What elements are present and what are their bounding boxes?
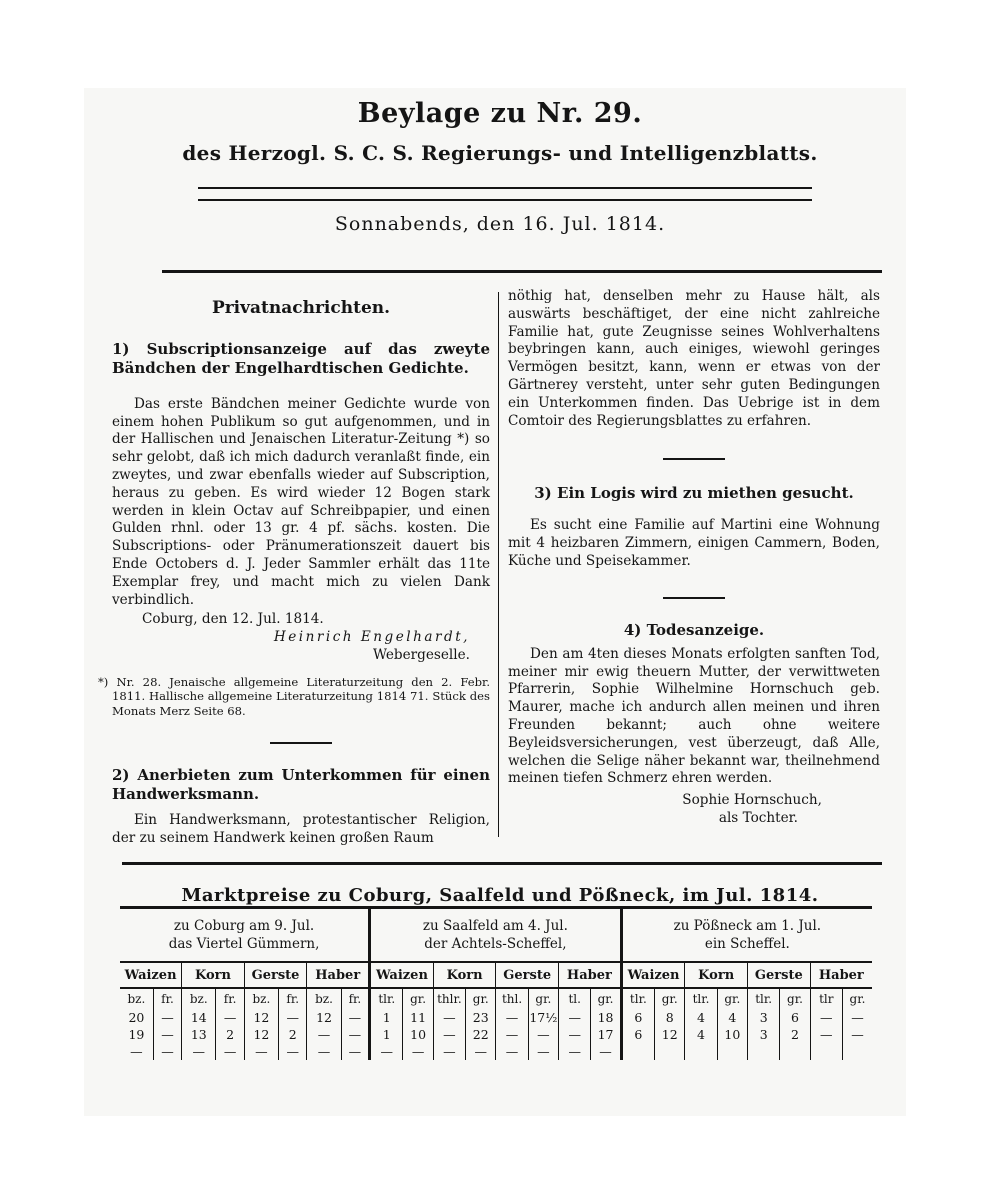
price-cell: 17½ <box>529 1010 558 1025</box>
item-divider <box>663 597 725 599</box>
item-4-body: Den am 4ten dieses Monats erfolgten sanften Tod, meiner mir ewig theuern Mutter, der verwittweten Pfarrerin, Sophie Wilhelmine Hornschuch geb. Maurer, mache ich andurch allen meinen und ihren Freunden bekannt; auch ohne weitere Beyleidsversicherungen, vest überzeugt, daß Alle, welchen die Selige näher bekannt war, theilnehmend meinen tiefen Schmerz ehren werden. <box>508 645 880 787</box>
price-cell: 20 <box>128 1010 145 1025</box>
currency-header-row <box>120 988 872 1009</box>
price-cell: — <box>153 1009 181 1026</box>
price-cell: 6 <box>780 1009 810 1026</box>
currency-header: bz. <box>182 988 216 1009</box>
price-cell <box>621 1043 654 1060</box>
price-cell: — <box>496 1026 528 1043</box>
price-cell: 3 <box>748 1009 780 1026</box>
column-divider <box>498 292 499 837</box>
price-cell: — <box>842 1009 872 1026</box>
grain-header: Haber <box>307 962 370 988</box>
section-title: Privatnachrichten. <box>211 298 391 318</box>
price-cell: — <box>591 1043 621 1060</box>
grain-header: Haber <box>810 962 872 988</box>
currency-header: tlr <box>810 988 842 1009</box>
price-cell: 2 <box>279 1026 307 1043</box>
group-measure: ein Scheffel. <box>704 936 790 952</box>
header-rule-top <box>198 187 812 189</box>
price-cell: — <box>528 1026 558 1043</box>
grain-header: Waizen <box>370 962 434 988</box>
price-cell: — <box>403 1043 433 1060</box>
price-row <box>120 1026 872 1043</box>
price-row <box>120 1043 872 1060</box>
price-cell: 1 <box>370 1026 403 1043</box>
market-group-row <box>120 908 872 963</box>
item-4-signature <box>508 792 880 828</box>
group-date: zu Coburg am 9. Jul. <box>173 918 315 934</box>
price-cell: — <box>466 1043 496 1060</box>
price-cell: — <box>216 1043 244 1060</box>
market-prices-table <box>120 906 872 1060</box>
currency-header: gr. <box>528 988 558 1009</box>
price-cell <box>655 1043 685 1060</box>
group-date: zu Pößneck am 1. Jul. <box>673 918 822 934</box>
price-cell <box>717 1043 747 1060</box>
grain-header: Waizen <box>621 962 685 988</box>
item-3-body: Es sucht eine Familie auf Martini eine Wohnung mit 4 heizbaren Zimmern, einigen Cammern, Boden, Küche und Speisekammer. <box>508 517 880 569</box>
currency-header: gr. <box>780 988 810 1009</box>
price-cell: 12 <box>655 1026 685 1043</box>
price-cell: — <box>810 1026 842 1043</box>
currency-header: tlr. <box>621 988 654 1009</box>
price-row <box>120 1009 872 1026</box>
price-cell: 6 <box>621 1026 654 1043</box>
item-4-heading: 4) Todesanzeige. <box>623 620 765 639</box>
price-cell: — <box>341 1026 369 1043</box>
price-cell: — <box>559 1026 591 1043</box>
price-cell: — <box>279 1009 307 1026</box>
market-group-poessneck <box>621 908 872 963</box>
price-cell: 8 <box>655 1009 685 1026</box>
price-cell: 18 <box>591 1009 621 1026</box>
price-cell: 13 <box>182 1026 216 1043</box>
price-cell: 2 <box>780 1026 810 1043</box>
price-cell: — <box>307 1043 341 1060</box>
currency-header: bz. <box>127 992 146 1006</box>
price-cell <box>748 1043 780 1060</box>
currency-header: gr. <box>842 988 872 1009</box>
signature-name: Sophie Hornschuch, <box>682 792 822 809</box>
price-cell: — <box>496 1043 528 1060</box>
issue-date: Sonnabends, den 16. Jul. 1814. <box>334 213 666 235</box>
market-group-coburg <box>120 908 370 963</box>
item-divider <box>663 458 725 460</box>
currency-header: gr. <box>591 988 621 1009</box>
price-cell: — <box>244 1043 278 1060</box>
price-cell: 3 <box>748 1026 780 1043</box>
supplement-title: Beylage zu Nr. 29. <box>357 98 643 129</box>
price-cell: — <box>153 1043 181 1060</box>
right-column <box>508 288 880 828</box>
price-cell <box>842 1043 872 1060</box>
currency-header: bz. <box>307 988 341 1009</box>
price-cell: 6 <box>621 1009 654 1026</box>
currency-header: tlr. <box>685 988 717 1009</box>
price-cell <box>685 1043 717 1060</box>
price-cell: — <box>433 1043 465 1060</box>
price-cell <box>780 1043 810 1060</box>
group-measure: der Achtels-Scheffel, <box>424 936 567 952</box>
price-cell: 4 <box>685 1026 717 1043</box>
item-1-place-date: Coburg, den 12. Jul. 1814. <box>142 611 324 628</box>
currency-header: tlr. <box>370 988 403 1009</box>
price-cell: 11 <box>403 1009 433 1026</box>
item-1-signature <box>112 629 490 665</box>
item-1-heading: 1) Subscriptionsanzeige auf das zweyte Bändchen der Engelhardtischen Gedichte. <box>112 339 490 377</box>
item-2-heading: 2) Anerbieten zum Unterkommen für einen Handwerksmann. <box>112 766 490 804</box>
currency-header: gr. <box>655 988 685 1009</box>
market-group-saalfeld <box>370 908 622 963</box>
header-rule-mid <box>198 199 812 201</box>
grain-header: Gerste <box>244 962 307 988</box>
price-cell: — <box>153 1026 181 1043</box>
currency-header: gr. <box>466 988 496 1009</box>
currency-header: gr. <box>403 988 433 1009</box>
price-cell: 4 <box>717 1009 747 1026</box>
group-date: zu Saalfeld am 4. Jul. <box>422 918 568 934</box>
price-cell: — <box>130 1044 143 1059</box>
market-rule <box>122 862 882 865</box>
price-cell <box>810 1043 842 1060</box>
grain-header: Korn <box>182 962 245 988</box>
price-cell: — <box>842 1026 872 1043</box>
price-cell: 14 <box>182 1009 216 1026</box>
footnote: *) Nr. 28. Jenaische allgemeine Literaturzeitung den 2. Febr. 1811. Hallische allgemeine Literaturzeitung 1814 71. Stück des Monats Merz Seite 68. <box>98 674 490 718</box>
price-cell: 22 <box>466 1026 496 1043</box>
item-2-continuation: nöthig hat, denselben mehr zu Hause hält, als auswärts beschäftiget, der eine nicht zahlreiche Familie hat, gute Zeugnisse seines Wohlverhaltens beybringen kann, auch einiges, wiewohl geringes Vermögen besitzt, kann, wenn er etwas von der Gärtnerey versteht, unter sehr guten Bedingungen ein Unterkommen finden. Das Uebrige ist in dem Comtoir des Regierungsblattes zu erfahren. <box>508 288 880 429</box>
price-cell: 17 <box>591 1026 621 1043</box>
grain-header-row <box>120 962 872 988</box>
price-cell: 4 <box>685 1009 717 1026</box>
grain-header: Gerste <box>496 962 559 988</box>
price-cell: — <box>341 1009 369 1026</box>
grain-header: Korn <box>685 962 748 988</box>
price-cell: — <box>810 1009 842 1026</box>
market-title: Marktpreise zu Coburg, Saalfeld und Pößneck, im Jul. 1814. <box>181 885 819 906</box>
header-rule-bottom <box>162 270 882 273</box>
price-cell: — <box>307 1026 341 1043</box>
currency-header: fr. <box>216 988 244 1009</box>
item-1-body: Das erste Bändchen meiner Gedichte wurde von einem hohen Publikum so gut aufgenommen, und in der Hallischen und Jenaischen Literatur-Zeitung *) so sehr gelobt, daß ich mich dadurch veranlaßt finde, ein zweytes, und zwar ebenfalls wieder auf Subscription, heraus zu geben. Es wird wieder 12 Bogen stark werden in klein Octav auf Schreibpapier, und einen Gulden rhnl. oder 13 gr. 4 pf. sächs. kosten. Die Subscriptions- oder Pränumerationszeit dauert bis Ende Octobers d. J. Jeder Sammler erhält das 11te Exemplar frey, und macht mich zu vielen Dank verbindlich. <box>112 395 490 608</box>
price-cell: — <box>496 1009 528 1026</box>
price-cell: 12 <box>244 1009 278 1026</box>
price-cell: — <box>370 1043 403 1060</box>
market-data <box>120 1009 872 1060</box>
price-cell: — <box>528 1043 558 1060</box>
price-cell: 12 <box>244 1026 278 1043</box>
item-divider <box>270 742 332 744</box>
group-measure: das Viertel Gümmern, <box>168 936 320 952</box>
currency-header: tlr. <box>748 988 780 1009</box>
price-cell: 12 <box>307 1009 341 1026</box>
item-2-body-start: Ein Handwerksmann, protestantischer Religion, der zu seinem Handwerk keinen großen Raum <box>112 812 490 847</box>
currency-header: thl. <box>496 988 528 1009</box>
price-cell: 10 <box>717 1026 747 1043</box>
gazette-title: des Herzogl. S. C. S. Regierungs- und Intelligenzblatts. <box>182 141 818 165</box>
price-cell: — <box>433 1026 465 1043</box>
price-cell: — <box>559 1009 591 1026</box>
price-cell: — <box>182 1043 216 1060</box>
signature-name: Heinrich Engelhardt, <box>273 629 470 646</box>
grain-header: Gerste <box>748 962 811 988</box>
currency-header: tl. <box>559 988 591 1009</box>
currency-header: thlr. <box>433 988 465 1009</box>
currency-header: gr. <box>717 988 747 1009</box>
currency-header: bz. <box>244 988 278 1009</box>
price-cell: — <box>341 1043 369 1060</box>
grain-header: Waizen <box>120 962 182 988</box>
signature-title: Webergeselle. <box>373 646 470 663</box>
price-cell: 23 <box>466 1009 496 1026</box>
currency-header: fr. <box>153 988 181 1009</box>
price-cell: — <box>559 1043 591 1060</box>
price-cell: — <box>279 1043 307 1060</box>
item-3-heading: 3) Ein Logis wird zu miethen gesucht. <box>534 484 854 503</box>
signature-title: als Tochter. <box>718 809 798 826</box>
price-cell: — <box>216 1009 244 1026</box>
price-cell: 2 <box>216 1026 244 1043</box>
left-column <box>98 298 490 848</box>
grain-header: Haber <box>559 962 622 988</box>
price-cell: 10 <box>403 1026 433 1043</box>
grain-header: Korn <box>433 962 496 988</box>
currency-header: fr. <box>341 988 369 1009</box>
price-cell: 19 <box>128 1027 145 1042</box>
currency-header: fr. <box>279 988 307 1009</box>
price-cell: — <box>433 1009 465 1026</box>
price-cell: 1 <box>370 1009 403 1026</box>
